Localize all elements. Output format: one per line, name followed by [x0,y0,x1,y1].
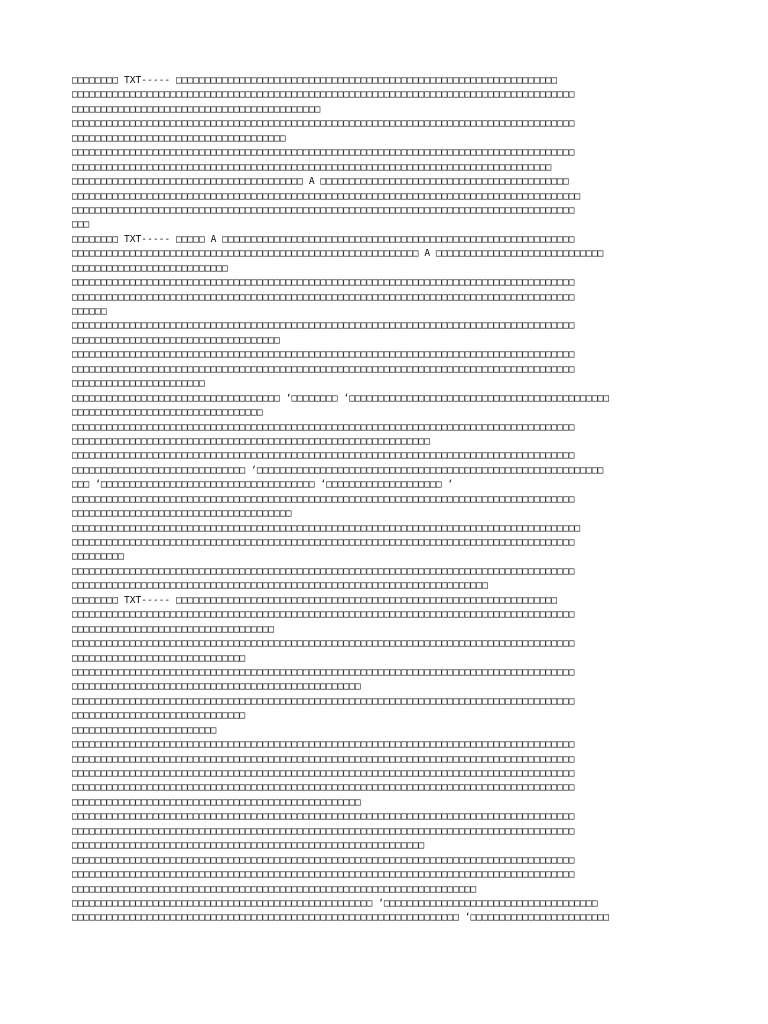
text-line: □□□□□□□□□□□□□□□□□□□□□□□□□□□□□□□□□□□□□□□□□□□□□□□□□□□□□□□□□□□□□□□□□□□□□□□□□□□□□□□□□□□□□□□ [72,493,575,505]
text-line: □□□□□□□□□□□□□□□□□□□□□□□□□□□□□□□□□□□□□□□□□□□□□□□□□□□□□□□□□□□□□□□□□□□ ‘□□□□□□□□□□□□□□□□□□□□□□□□ [72,912,610,924]
text-line: □□□□□□□□□□□□□□□□□□□□□□□□□□□□□□□□□□□□□□□□□□□□□□□□□□□□□□□□□□□□□ [72,840,425,852]
text-line: □□□□□□□□□□□□□□□□□□□□□□□□□□□□□□□□□□□□□□□□□□□□□□□□□□□□□□□□□□□□□□□□□□□□□□□□□□□□□□□□□□□□□□□ [72,825,575,837]
text-line: □□□□□□□□□□□□□□□□□□□□□□□□□□□□□□ ‘□□□□□□□□□□□□□□□□□□□□□□□□□□□□□□□□□□□□□□□□□□□□□□□□□□□□□□□□□□□□ [72,464,604,476]
text-line: □□□□□□□□□□□□□□□□□□□□□□□□□□□□□□□□□□□□□□□□□□□□□□□□□□□□□□□□□□□□□□□□□□□□□□□□□□□□□□□□□□□□□□□ [72,753,575,765]
text-line: □□□□□□□□□□□□□□□□□□□□□□□□□□□□□□□□□□□□□□□□□□□□□□□□□□□□□□□□□□□□□□□□□□□□□□□□□□□□□□□□□□□□□□□ [72,349,575,361]
text-line: □□□□□□□□□□□□□□□□□□□□□□□□□□□□□□□□□□□□□□□□□□□□□□□□□□□□□□□□□□□□□□□□□□□□□□□□□□□□□□□□□□□□□□□ [72,450,575,462]
text-line: □□□□□□□□□□□□□□□□□□□□□□□□□□□□□□□□□□□□□□□□□□□□□□□□□□□□□□□□□□□□□□□□□□□□□□□□□□□□□□□□□□□□□□□ [72,854,575,866]
text-line: □□□□□□□□□□□□□□□□□□□□□□□□□□□□□□□□□□□□□□□□□□□□□□□□□□□□□□□□□□□□□□□□□□□□□□□□□□□□□□□□□□□□□□□ [72,609,575,621]
text-line: □□□□□□□□□□□□□□□□□□□□□□□□□□□□□□□□□□□□□□□□□□□ [72,103,321,115]
text-line: □□□□□□□□□□□□□□□□□□□□□□□□□□□□□□□□□□□□□□□□□□□□□□□□□□□□ ‘□□□□□□□□□□□□□□□□□□□□□□□□□□□□□□□□□□□□□ [72,897,598,909]
text-line: □□□□□□□□□□□□□□□□□□□□□□□□□□□□□□□□□□□□□□□□□□□□□□□□□□□□□□□□□□□□□□□□□□□□□□□□□□□□□□□□□□□□□□□ [72,363,575,375]
text-line: □□□□□□□□□□□□□□□□□□□□□□□□□□□□□□□□□□□□□□□□□□□□□□□□□□ [72,681,361,693]
text-line: □□□ [72,219,90,231]
text-line: □□□□□□□□□□□□□□□□□□□□□□□□□□□□□□□□□□□□□□□□□□□□□□□□□□ [72,796,361,808]
text-line: □□□□□□□□□□□□□□□□□□□□□□□□□ [72,724,217,736]
text-line: □□□□□□□□□□□□□□□□□□□□□□□□□□□□□□□□□□□□□□□□□□□□□□□□□□□□□□□□□□□□□□□□□□□□□□□□□□□□□□□□□□□□□□□ [72,565,575,577]
text-line: □□□□□□□□□□□□□□□□□□□□□□□□□□□□□□□□□□□□□□□□□□□□□□□□□□□□□□□□□□□□□□□□□□□□□□ [72,883,477,895]
text-line: □□□□□□□□□□□□□□□□□□□□□□□□□□□□□□□□□□□□□□□□□□□□□□□□□□□□□□□□□□□□□□□□□□□□□□□□□□□□□□□□□□□□□□□ [72,421,575,433]
text-line: □□□□□□□□□□□□□□□□□□□□□□□□□□□□□□□□□□□□□□□□□□□□□□□□□□□□□□□□□□□□□□□□□□□□□□□□□□□□□□□□□□□□□□□ [72,869,575,881]
text-line: □□□□□□□□□□□□□□□□□□□□□□□□□□□□□□□□□□□□□□□□□□□□□□□□□□□□□□□□□□□□□□□□□□□□□□□□ [72,580,488,592]
document-body [72,74,722,926]
text-line: □□□□□□□□ TXT----- □□□□□□□□□□□□□□□□□□□□□□□□□□□□□□□□□□□□□□□□□□□□□□□□□□□□□□□□□□□□□□□□□□ [72,75,558,86]
text-line: □□□□□□□□□ [72,551,124,563]
text-line: □□□□□□□□□□□□□□□□□□□□□□□□□□□□□□□□□□□□□□□□□□□□□□□□□□□□□□□□□□□□□□□□□□□□□□□□□□□□□□□□□□□□□□□ [72,291,575,303]
text-line: □□□□□□□□□□□□□□□□□□□□□□□□□□□□□□□□□□□□□□□□□□□□□□□□□□□□□□□□□□□□□□□□□□□□□□□□□□□□□□□□□□□□□□□ [72,320,575,332]
text-line: □□□□□□□□□□□□□□□□□□□□□□□□□□□□□□ [72,652,246,664]
text-line: □□□□□□□□□□□□□□□□□□□□□□□□□□□□□□□□□□□□□□□□□□□□□□□□□□□□□□□□□□□□□□□□□□□□□□□□□□□□□□□□□□□□□□□ [72,537,575,548]
text-line: □□□□□□□□□□□□□□□□□□□□□□□□□□□□□□□□□□□□□□□□□□□□□□□□□□□□□□□□□□□□□□□□□□□□□□□□□□□□□□□□□□□□□□□ [72,768,575,779]
text-line: □□□□□□□□□□□□□□□□□□□□□□□□□□□□□□□□□□□□□□□□□□□□□□□□□□□□□□□□□□□□□□□□□□□□□□□□□□□□□□□□□□□□□□□ [72,277,575,289]
text-line: □□□□□□□□□□□□□□□□□□□□□□□□□□□□□□□□□□□□ [72,334,280,346]
text-line: □□□□□□□□□□□□□□□□□□□□□□□□□□□□□□□□□□□□□□□□□□□□□□□□□□□□□□□□□□□□□□ [72,435,431,447]
text-line: □□□□□□□□□□□□□□□□□□□□□□□□□□□□□□□□□□□□□□□□□□□□□□□□□□□□□□□□□□□□ A □□□□□□□□□□□□□□□□□□□□□□□□□□□□□ [72,248,604,260]
text-line: □□□□□□□□□□□□□□□□□□□□□□□□□□□□□□□□□□□□□□□□□□□□□□□□□□□□□□□□□□□□□□□□□□□□□□□□□□□□□□□□□□□□□□□ [72,204,575,216]
text-line: □□□□□□□□□□□□□□□□□□□□□□□□□□□□□□□□□□□□□□□□□□□□□□□□□□□□□□□□□□□□□□□□□□□□□□□□□□□□□□□□□□□ [72,161,552,173]
text-line: □□□□□□□□□□□□□□□□□□□□□□□□□□□□□□□□□□□□□□□□□□□□□□□□□□□□□□□□□□□□□□□□□□□□□□□□□□□□□□□□□□□□□□□ [72,118,575,130]
text-line: □□□□□□□□□□□□□□□□□□□□□□□□□□□□□□□□□□□□□□□□□□□□□□□□□□□□□□□□□□□□□□□□□□□□□□□□□□□□□□□□□□□□□□□ [72,739,575,751]
text-line: □□□□□□□□□□□□□□□□□□□□□□□□□□□□□□□□□□□□□□□□□□□□□□□□□□□□□□□□□□□□□□□□□□□□□□□□□□□□□□□□□□□□□□□ [72,782,575,794]
text-line: □□□□□□□□□□□□□□□□□□□□□□□ [72,378,205,390]
text-line: □□□□□□□□□□□□□□□□□□□□□□□□□□□□□□ [72,710,246,722]
text-line: □□□□□□□□□□□□□□□□□□□□□□□□□□□□□□□□□□□□□□□□□□□□□□□□□□□□□□□□□□□□□□□□□□□□□□□□□□□□□□□□□□□□□□□□ [72,522,581,534]
text-line: □□□□□□□□□□□□□□□□□□□□□□□□□□□□□□□□□ [72,407,263,419]
text-line: □□□□□□□□□□□□□□□□□□□□□□□□□□□□□□□□□□□□□□□□□□□□□□□□□□□□□□□□□□□□□□□□□□□□□□□□□□□□□□□□□□□□□□□ [72,638,575,650]
text-line: □□□□□□□□□□□□□□□□□□□□□□□□□□□□□□□□□□□□□□□□□□□□□□□□□□□□□□□□□□□□□□□□□□□□□□□□□□□□□□□□□□□□□□□ [72,147,575,159]
text-line: □□□□□□□□□□□□□□□□□□□□□□□□□□□□□□□□□□□□□□□□□□□□□□□□□□□□□□□□□□□□□□□□□□□□□□□□□□□□□□□□□□□□□□□ [72,695,575,707]
text-line: □□□□□□□□□□□□□□□□□□□□□□□□□□□□□□□□□□□□□□□□□□□□□□□□□□□□□□□□□□□□□□□□□□□□□□□□□□□□□□□□□□□□□□□ [72,666,575,678]
text-line: □□□ ‘□□□□□□□□□□□□□□□□□□□□□□□□□□□□□□□□□□□□□ ‘□□□□□□□□□□□□□□□□□□□□ ‘ [72,479,454,491]
text-line: □□□□□□□□□□□□□□□□□□□□□□□□□□□□□□□□□□□□ ‘□□□□□□□□ ‘□□□□□□□□□□□□□□□□□□□□□□□□□□□□□□□□□□□□□□□□□□□□□ [72,392,610,404]
text-line: □□□□□□□□□□□□□□□□□□□□□□□□□□□□□□□□□□□□□□□□□□□□□□□□□□□□□□□□□□□□□□□□□□□□□□□□□□□□□□□□□□□□□□□ [72,811,575,823]
text-line: □□□□□□□□□□□□□□□□□□□□□□□□□□□□□□□□□□□□□ [72,132,286,144]
text-line: □□□□□□□□□□□□□□□□□□□□□□□□□□□□□□□□□□□□□□□□□□□□□□□□□□□□□□□□□□□□□□□□□□□□□□□□□□□□□□□□□□□□□□□ [72,89,575,101]
text-line: □□□□□□□□□□□□□□□□□□□□□□□□□□□ [72,262,228,274]
text-line: □□□□□□□□ TXT----- □□□□□□□□□□□□□□□□□□□□□□□□□□□□□□□□□□□□□□□□□□□□□□□□□□□□□□□□□□□□□□□□□□ [72,594,558,606]
text-line: □□□□□□□□□□□□□□□□□□□□□□□□□□□□□□□□□□□ [72,623,275,635]
text-line: □□□□□□□□□□□□□□□□□□□□□□□□□□□□□□□□□□□□□□ [72,508,292,520]
text-line: □□□□□□ [72,306,107,317]
text-line: □□□□□□□□□□□□□□□□□□□□□□□□□□□□□□□□□□□□□□□□□□□□□□□□□□□□□□□□□□□□□□□□□□□□□□□□□□□□□□□□□□□□□□□□ [72,190,581,202]
text-line: □□□□□□□□□□□□□□□□□□□□□□□□□□□□□□□□□□□□□□□□ A □□□□□□□□□□□□□□□□□□□□□□□□□□□□□□□□□□□□□□□□□□□ [72,176,569,188]
text-line: □□□□□□□□ TXT----- □□□□□ A □□□□□□□□□□□□□□□□□□□□□□□□□□□□□□□□□□□□□□□□□□□□□□□□□□□□□□□□□□□□□ [72,233,575,245]
